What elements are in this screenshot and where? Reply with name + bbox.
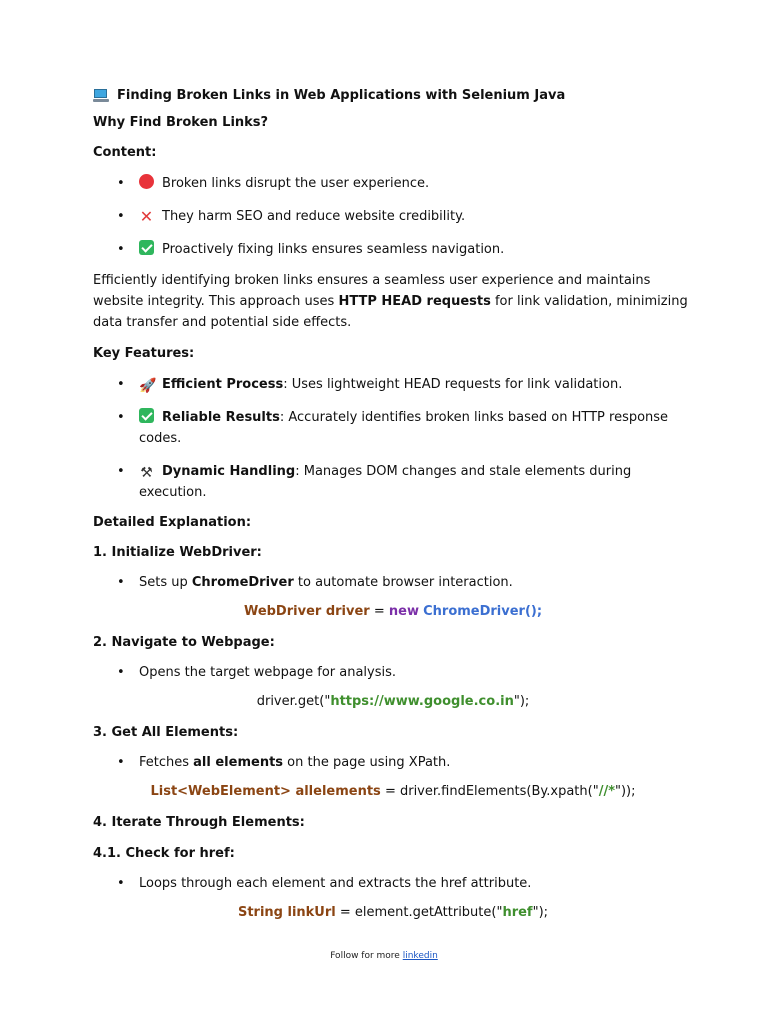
code-line-elements [93,782,693,802]
step1-heading: 1. Initialize WebDriver: [93,545,262,560]
code-text: driver.get(" [256,694,331,709]
code-text: = driver.findElements(By.xpath(" [380,784,599,799]
footer-text: Follow for more [330,951,403,961]
feature-text: : Accurately identifies broken links based on HTTP response codes. [139,410,669,446]
code-line-href [93,903,693,923]
code-constructor: ChromeDriver(); [423,604,543,619]
step4-list [93,873,693,894]
list-item-text-end: to automate browser interaction. [293,575,513,590]
code-string: //* [598,784,615,799]
bullet-dot: • [117,464,125,479]
why-heading: Why Find Broken Links? [93,115,269,130]
code-operator: = [369,604,389,619]
step4-heading: 4. Iterate Through Elements: [93,815,305,830]
step3-heading: 3. Get All Elements: [93,725,239,740]
list-item [93,173,693,194]
list-item [93,873,693,894]
feature-item [93,407,693,449]
code-type: List<WebElement> allelements [150,784,381,799]
check-icon [139,240,154,255]
bullet-dot: • [117,410,125,425]
rocket-icon: 🚀 [139,378,157,394]
feature-text: : Manages DOM changes and stale elements during execution. [139,464,632,500]
code-text-end: "); [532,905,549,920]
bullet-dot: • [117,575,125,590]
feature-item [93,374,693,395]
list-item-text-end: on the page using XPath. [283,755,451,770]
code-type: String linkUrl [237,905,336,920]
step4-sub-heading: 4.1. Check for href: [93,846,235,861]
step1-list [93,572,693,593]
list-item-text: Opens the target webpage for analysis. [139,665,397,680]
list-item-bold: ChromeDriver [191,575,294,590]
features-heading: Key Features: [93,346,195,361]
list-item [93,752,693,773]
content-heading: Content: [93,145,157,160]
list-item-text: Fetches [139,755,194,770]
bullet-dot: • [117,876,125,891]
red-circle-icon [139,174,154,189]
list-item-text: Proactively fixing links ensures seamless navigation. [162,242,505,257]
code-line-webdriver [93,602,693,622]
tools-icon: ⚒ [140,465,153,481]
step2-heading: 2. Navigate to Webpage: [93,635,275,650]
code-type: WebDriver driver [243,604,370,619]
list-item-text: Sets up [139,575,192,590]
footer [0,951,768,961]
code-text-end: ")); [615,784,636,799]
document-title: Finding Broken Links in Web Applications with Selenium Java [117,88,566,103]
content-list [93,173,693,260]
step2-list [93,662,693,683]
bullet-dot: • [117,665,125,680]
list-item [93,572,693,593]
feature-label: Efficient Process [162,377,284,392]
step3-list [93,752,693,773]
code-string: href [502,905,533,920]
feature-item [93,461,693,503]
features-list [93,374,693,503]
bullet-dot: • [117,242,125,257]
code-string: https://www.google.co.in [330,694,514,709]
list-item [93,239,693,260]
bullet-dot: • [117,176,125,191]
bullet-dot: • [117,755,125,770]
document-body [93,88,693,923]
feature-label: Dynamic Handling [162,464,296,479]
laptop-icon [93,89,109,102]
feature-label: Reliable Results [162,410,280,425]
list-item-text: Loops through each element and extracts the href attribute. [139,876,532,891]
feature-text: : Uses lightweight HEAD requests for link validation. [283,377,623,392]
list-item-text: Broken links disrupt the user experience. [162,176,430,191]
bullet-dot: • [117,209,125,224]
cross-mark-icon: ✕ [139,207,154,226]
list-item [93,662,693,683]
intro-text: Efficiently identifying broken links ensures a seamless user experience and maintains website integrity. This approach uses [93,273,651,309]
intro-paragraph [93,270,693,333]
code-text-end: "); [513,694,530,709]
bullet-dot: • [117,377,125,392]
detailed-heading: Detailed Explanation: [93,515,252,530]
linkedin-link[interactable]: linkedin [402,951,438,961]
code-text: = element.getAttribute(" [335,905,503,920]
intro-bold-text: HTTP HEAD requests [338,294,491,309]
list-item-text: They harm SEO and reduce website credibility. [162,209,466,224]
code-keyword: new [388,604,419,619]
check-icon [139,408,154,423]
code-line-navigate [93,692,693,712]
list-item-bold: all elements [193,755,284,770]
document-title-row [93,88,693,103]
intro-text-end: for link validation, minimizing data transfer and potential side effects. [93,294,688,330]
list-item [93,206,693,227]
